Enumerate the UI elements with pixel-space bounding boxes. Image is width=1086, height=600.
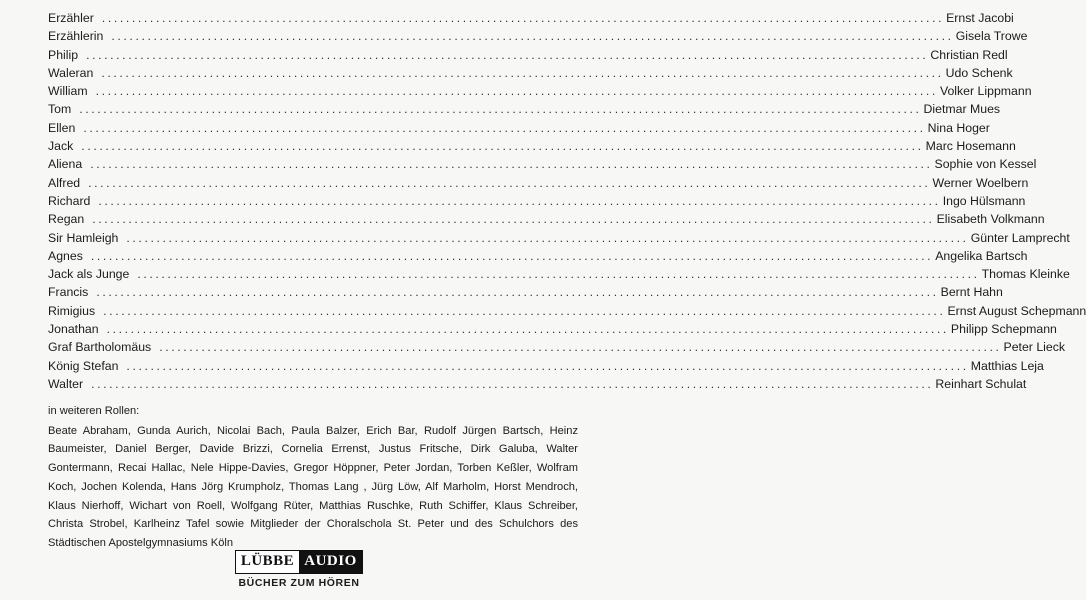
additional-roles [48, 402, 578, 553]
cast-row [48, 210, 1045, 228]
cast-actor: Peter Lieck [1003, 340, 1066, 355]
logo-wordmark [235, 550, 363, 574]
dot-leader: ............................................................................................................................................ [103, 303, 946, 318]
dot-leader: ............................................................................................................................................ [98, 193, 941, 208]
dot-leader: ............................................................................................................................................ [86, 47, 929, 62]
cast-actor: Sophie von Kessel [934, 157, 1037, 172]
cast-row [48, 247, 1028, 265]
cast-role: William [48, 84, 88, 99]
dot-leader: ............................................................................................................................................ [91, 376, 934, 391]
cast-role: Tom [48, 102, 72, 117]
dot-leader: ............................................................................................................................................ [111, 29, 954, 44]
cast-role: Jonathan [48, 322, 99, 337]
dot-leader: ............................................................................................................................................ [81, 139, 924, 154]
cast-row [48, 137, 1016, 155]
cast-row [48, 27, 1028, 45]
cast-actor: Angelika Bartsch [935, 248, 1028, 263]
cast-actor: Günter Lamprecht [970, 230, 1070, 245]
cast-role: Philip [48, 47, 79, 62]
cast-role: Jack [48, 139, 74, 154]
dot-leader: ............................................................................................................................................ [101, 11, 945, 25]
logo-wordmark-right: AUDIO [299, 551, 362, 573]
cast-actor: Udo Schenk [945, 65, 1013, 80]
cast-role: Jack als Junge [48, 267, 130, 282]
cast-row [48, 338, 1066, 356]
cast-actor: Thomas Kleinke [981, 267, 1070, 282]
cast-role: Erzähler [48, 11, 94, 25]
cast-role: König Stefan [48, 358, 119, 373]
cast-row [48, 82, 1032, 100]
cast-role: Alfred [48, 175, 81, 190]
cast-actor: Nina Hoger [927, 120, 990, 135]
cast-role: Regan [48, 212, 85, 227]
dot-leader: ............................................................................................................................................ [137, 267, 980, 282]
cast-actor: Dietmar Mues [923, 102, 1001, 117]
dot-leader: ............................................................................................................................................ [159, 340, 1002, 355]
dot-leader: ............................................................................................................................................ [95, 84, 938, 99]
dot-leader: ............................................................................................................................................ [101, 65, 944, 80]
cast-role: Walter [48, 376, 84, 391]
dot-leader: ............................................................................................................................................ [90, 157, 933, 172]
cast-row [48, 192, 1026, 210]
cast-row [48, 229, 1070, 247]
cast-row [48, 265, 1070, 283]
cast-actor: Marc Hosemann [925, 139, 1016, 154]
cast-role: Erzählerin [48, 29, 104, 44]
cast-row [48, 119, 990, 137]
cast-row [48, 64, 1013, 82]
cast-row [48, 375, 1027, 393]
cast-role: Waleran [48, 65, 94, 80]
cast-role: Aliena [48, 157, 83, 172]
dot-leader: ............................................................................................................................................ [79, 102, 922, 117]
cast-actor: Ernst Jacobi [946, 11, 1014, 25]
cast-actor: Christian Redl [930, 47, 1008, 62]
dot-leader: ............................................................................................................................................ [126, 358, 969, 373]
cast-actor: Gisela Trowe [955, 29, 1028, 44]
dot-leader: ............................................................................................................................................ [90, 248, 934, 263]
cast-row [48, 155, 1037, 173]
dot-leader: ............................................................................................................................................ [83, 120, 926, 135]
cast-actor: Bernt Hahn [940, 285, 1003, 300]
cast-actor: Reinhart Schulat [935, 376, 1027, 391]
dot-leader: ............................................................................................................................................ [106, 322, 949, 337]
cast-actor: Matthias Leja [970, 358, 1044, 373]
cast-list [48, 9, 1086, 393]
dot-leader: ............................................................................................................................................ [88, 175, 931, 190]
cast-row [48, 100, 1001, 118]
cast-row [48, 283, 1003, 301]
dot-leader: ............................................................................................................................................ [96, 285, 939, 300]
logo-wordmark-left: LÜBBE [236, 551, 299, 573]
cast-actor: Philipp Schepmann [950, 322, 1057, 337]
cast-row [48, 9, 1014, 27]
cast-row [48, 320, 1057, 338]
cast-row [48, 302, 1086, 320]
cast-role: Agnes [48, 248, 83, 263]
additional-roles-heading: in weiteren Rollen: [48, 405, 140, 417]
cast-role: Richard [48, 193, 91, 208]
cast-row [48, 46, 1008, 64]
dot-leader: ............................................................................................................................................ [126, 230, 969, 245]
cast-actor: Werner Woelbern [932, 175, 1029, 190]
cast-role: Graf Bartholomäus [48, 340, 152, 355]
cast-role: Rimigius [48, 303, 96, 318]
publisher-logo [235, 550, 363, 589]
cast-actor: Ernst August Schepmann [947, 303, 1086, 318]
cast-actor: Volker Lippmann [939, 84, 1032, 99]
cast-role: Ellen [48, 120, 76, 135]
logo-tagline: BÜCHER ZUM HÖREN [238, 577, 360, 589]
cast-row [48, 357, 1044, 375]
cast-row [48, 174, 1029, 192]
cast-role: Sir Hamleigh [48, 230, 119, 245]
additional-roles-text: Beate Abraham, Gunda Aurich, Nicolai Bach, Paula Balzer, Erich Bar, Rudolf Jürgen Bartsch, Heinz Baumeister, Daniel Berger, Davide Brizzi, Cornelia Errenst, Justus Fritsche, Dirk Galuba, Walter Gontermann, Recai Hallac, Nele Hippe-Davies, Gregor Höppner, Peter Jordan, Torben Keßler, Wolfram Koch, Jochen Kolenda, Hans Jörg Krumpholz, Thomas Lang , Jürg Löw, Alf Marholm, Horst Mendroch, Klaus Nierhoff, Wichart von Roell, Wolfgang Rüter, Matthias Ruschke, Ruth Schiffer, Klaus Schreiber, Christa Strobel, Karlheinz Tafel sowie Mitglieder der Choralschola St. Peter und des Schulchors des Städtischen Apostelgymnasiums Köln [48, 424, 578, 549]
cast-actor: Elisabeth Volkmann [936, 212, 1045, 227]
cast-actor: Ingo Hülsmann [942, 193, 1026, 208]
dot-leader: ............................................................................................................................................ [92, 212, 935, 227]
cast-role: Francis [48, 285, 89, 300]
